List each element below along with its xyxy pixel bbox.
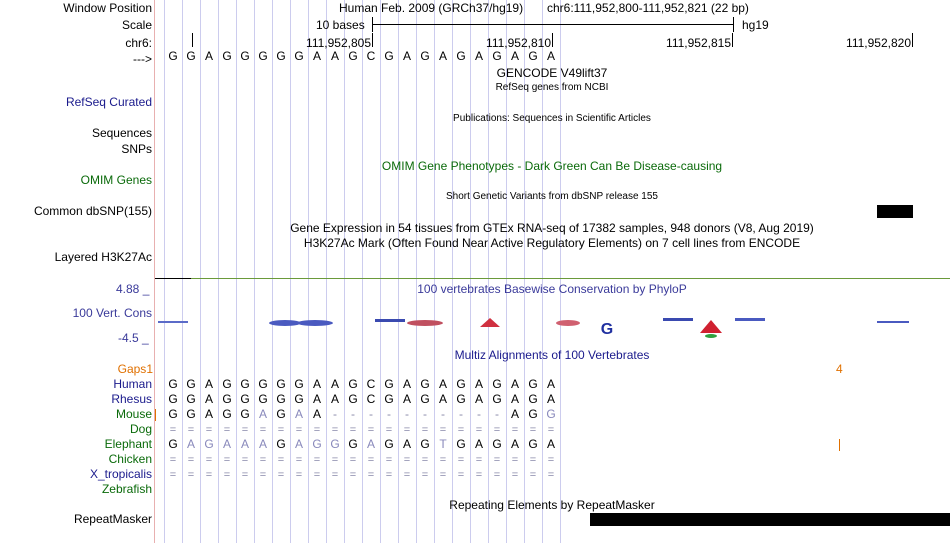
alignment-base: = <box>547 424 555 436</box>
omim-label[interactable]: OMIM Genes <box>80 173 152 187</box>
alignment-base: = <box>385 469 393 481</box>
sequence-base: G <box>186 49 196 63</box>
assembly-text: Human Feb. 2009 (GRCh37/hg19) <box>339 1 524 15</box>
alignment-base: G <box>294 392 304 406</box>
phylop-mark-2 <box>269 320 301 326</box>
alignment-base: G <box>384 437 394 451</box>
sequence-base: A <box>438 49 447 63</box>
alignment-base: - <box>459 407 463 421</box>
alignment-base: = <box>439 454 447 466</box>
alignment-base: = <box>493 424 501 436</box>
repeat-element-block[interactable] <box>590 513 950 526</box>
alignment-base: = <box>367 454 375 466</box>
alignment-base: A <box>402 377 411 391</box>
alignment-base: = <box>277 424 285 436</box>
species-label-elephant[interactable]: Elephant <box>104 437 152 451</box>
alignment-base: - <box>369 407 373 421</box>
sequence-base: A <box>546 49 555 63</box>
window-position-label: Window Position <box>63 1 152 15</box>
alignment-base: = <box>259 469 267 481</box>
sequence-row <box>0 49 950 64</box>
alignment-base: G <box>168 392 178 406</box>
alignment-base: = <box>511 469 519 481</box>
ruler-tick-0 <box>192 33 193 47</box>
alignment-base: C <box>366 392 376 406</box>
phylop-mark-7 <box>556 320 580 326</box>
alignment-base: G <box>168 407 178 421</box>
alignment-base: G <box>528 392 538 406</box>
alignment-base: = <box>439 469 447 481</box>
alignment-base: G <box>240 377 250 391</box>
phylop-max-label: 4.88 _ <box>116 282 150 296</box>
phylop-mark-12 <box>735 318 765 321</box>
alignment-base: A <box>312 407 321 421</box>
gaps-label-text: Gaps <box>117 362 147 376</box>
alignment-base: = <box>295 469 303 481</box>
alignment-base: = <box>223 454 231 466</box>
alignment-base: = <box>421 454 429 466</box>
alignment-base: A <box>402 392 411 406</box>
omim-track-title: OMIM Gene Phenotypes - Dark Green Can Be Disease-causing <box>381 159 723 173</box>
alignment-base: = <box>313 454 321 466</box>
refseq-label[interactable]: RefSeq Curated <box>65 95 152 109</box>
alignment-base: = <box>295 454 303 466</box>
alignment-base: = <box>295 424 303 436</box>
alignment-base: G <box>348 392 358 406</box>
alignment-base: = <box>169 469 177 481</box>
alignment-base: = <box>457 424 465 436</box>
alignment-base: A <box>546 377 555 391</box>
coord-label-2: 111,952,810 <box>486 36 551 50</box>
sequence-base: G <box>492 49 502 63</box>
left-border <box>154 0 155 543</box>
alignment-base: = <box>529 454 537 466</box>
alignment-base: A <box>312 392 321 406</box>
alignment-base: A <box>204 392 213 406</box>
dbsnp-variant-block[interactable] <box>877 205 913 218</box>
sequence-base: G <box>528 49 538 63</box>
chrom-label: chr6: <box>125 36 152 50</box>
species-label-chicken[interactable]: Chicken <box>108 452 152 466</box>
alignment-base: G <box>168 377 178 391</box>
sequence-base: A <box>204 49 213 63</box>
alignment-base: G <box>258 392 268 406</box>
alignment-base: G <box>528 407 538 421</box>
sequence-base: G <box>258 49 268 63</box>
alignment-base: G <box>276 437 286 451</box>
alignment-base: = <box>241 454 249 466</box>
alignment-base: G <box>528 377 538 391</box>
alignment-base: = <box>475 454 483 466</box>
track-divider-dark <box>155 278 191 279</box>
sequence-base: A <box>330 49 339 63</box>
alignment-base: = <box>259 454 267 466</box>
alignment-base: C <box>366 377 376 391</box>
sequence-base: A <box>474 49 483 63</box>
alignment-base: A <box>258 437 267 451</box>
alignment-base: = <box>169 454 177 466</box>
sequence-base: G <box>456 49 466 63</box>
alignment-base: = <box>331 454 339 466</box>
coord-label-3: 111,952,815 <box>666 36 731 50</box>
alignment-base: G <box>168 437 178 451</box>
sequence-base: G <box>240 49 250 63</box>
phylop-mark-5 <box>407 320 443 326</box>
alignment-base: G <box>312 437 322 451</box>
alignment-base: = <box>223 424 231 436</box>
alignment-base: = <box>403 469 411 481</box>
alignment-base: A <box>510 437 519 451</box>
gtex-track-title: Gene Expression in 54 tissues from GTEx RNA-seq of 17382 samples, 948 donors (V8, Aug 2019) <box>290 221 814 235</box>
alignment-base: = <box>385 454 393 466</box>
alignment-base: = <box>367 469 375 481</box>
alignment-base: - <box>441 407 445 421</box>
alignment-base: G <box>348 437 358 451</box>
gencode-track-title[interactable]: GENCODE V49lift37 <box>496 66 608 80</box>
alignment-base: A <box>546 437 555 451</box>
ruler-tick-1 <box>372 33 373 47</box>
alignment-base: G <box>186 407 196 421</box>
species-label-dog[interactable]: Dog <box>129 422 152 436</box>
scale-bar-right-tick <box>733 17 734 32</box>
scale-text: 10 bases <box>316 18 365 32</box>
alignment-base: = <box>511 424 519 436</box>
alignment-base: = <box>421 424 429 436</box>
alignment-base: = <box>403 454 411 466</box>
alignment-base: G <box>456 377 466 391</box>
species-label-mouse[interactable]: Mouse <box>115 407 152 421</box>
alignment-base: G <box>546 407 556 421</box>
alignment-base: = <box>187 469 195 481</box>
sequence-base: G <box>420 49 430 63</box>
alignment-base: G <box>492 377 502 391</box>
h3k27ac-label[interactable]: Layered H3K27Ac <box>54 250 152 264</box>
species-label-zebrafish[interactable]: Zebrafish <box>101 482 152 496</box>
alignment-base: = <box>241 469 249 481</box>
phylop-mark-4 <box>375 319 405 322</box>
alignment-base: G <box>492 392 502 406</box>
sequence-base: G <box>348 49 358 63</box>
alignment-base: = <box>241 424 249 436</box>
dbsnp-track-title: Short Genetic Variants from dbSNP release 155 <box>446 191 658 202</box>
alignment-base: G <box>258 377 268 391</box>
alignment-base: = <box>511 454 519 466</box>
alignment-base: = <box>367 424 375 436</box>
alignment-base: G <box>420 392 430 406</box>
coord-label-4: 111,952,820 <box>846 36 911 50</box>
sequence-base: A <box>312 49 321 63</box>
snps-label[interactable]: SNPs <box>121 142 152 156</box>
alignment-base: G <box>276 407 286 421</box>
alignment-base: A <box>474 437 483 451</box>
phylop-mark-11 <box>705 334 717 338</box>
alignment-base: = <box>313 469 321 481</box>
sequence-base: G <box>222 49 232 63</box>
ruler-tick-3 <box>732 33 733 47</box>
gap-right-count: 4 <box>836 362 843 376</box>
track-divider <box>191 278 950 279</box>
alignment-base: = <box>205 424 213 436</box>
alignment-base: G <box>240 392 250 406</box>
position-text[interactable]: chr6:111,952,800-111,952,821 (22 bp) <box>547 1 749 15</box>
alignment-base: A <box>474 377 483 391</box>
repeatmasker-label[interactable]: RepeatMasker <box>73 512 152 526</box>
alignment-base: = <box>529 469 537 481</box>
insertion-marker <box>155 409 156 421</box>
alignment-base: A <box>402 437 411 451</box>
species-label-rhesus[interactable]: Rhesus <box>111 392 152 406</box>
sequence-base: G <box>294 49 304 63</box>
scale-bar-left-tick <box>372 17 373 32</box>
alignment-base: G <box>348 377 358 391</box>
alignment-base: = <box>457 469 465 481</box>
alignment-base: = <box>547 454 555 466</box>
alignment-base: - <box>423 407 427 421</box>
scale-bar <box>372 24 733 25</box>
gaps-label[interactable] <box>118 362 153 376</box>
sequence-base: G <box>384 49 394 63</box>
phylop-mark-6 <box>480 318 500 327</box>
alignment-base: = <box>421 469 429 481</box>
alignment-base: = <box>169 424 177 436</box>
sequence-base: C <box>366 49 376 63</box>
alignment-base: = <box>187 454 195 466</box>
alignment-base: - <box>477 407 481 421</box>
alignment-base: - <box>495 407 499 421</box>
alignment-base: G <box>222 377 232 391</box>
alignment-base: G <box>186 392 196 406</box>
alignment-base: G <box>330 437 340 451</box>
alignment-base: G <box>186 377 196 391</box>
alignment-base: A <box>186 437 195 451</box>
alignment-base: G <box>222 392 232 406</box>
alignment-base: G <box>384 377 394 391</box>
dbsnp-label[interactable]: Common dbSNP(155) <box>33 204 152 218</box>
insertion-marker <box>839 439 840 451</box>
alignment-base: A <box>474 392 483 406</box>
alignment-base: A <box>546 392 555 406</box>
alignment-base: G <box>456 392 466 406</box>
alignment-base: = <box>547 469 555 481</box>
phylop-mark-13 <box>877 321 909 323</box>
alignment-base: = <box>439 424 447 436</box>
alignment-base: G <box>420 437 430 451</box>
phylop-min-label: -4.5 _ <box>118 331 149 345</box>
alignment-base: A <box>510 377 519 391</box>
alignment-base: G <box>240 407 250 421</box>
alignment-base: G <box>204 437 214 451</box>
alignment-base: A <box>204 377 213 391</box>
h3k27ac-track-title: H3K27Ac Mark (Often Found Near Active Regulatory Elements) on 7 cell lines from ENCODE <box>303 236 801 250</box>
alignment-base: G <box>294 377 304 391</box>
multiz-track-title: Multiz Alignments of 100 Vertebrates <box>454 348 650 362</box>
alignment-base: = <box>385 424 393 436</box>
arrow-label: ---> <box>133 52 152 66</box>
gap-left-count: 1 <box>146 362 153 376</box>
alignment-base: - <box>387 407 391 421</box>
phylop-mark-1 <box>158 321 188 323</box>
alignment-base: G <box>276 392 286 406</box>
alignment-base: = <box>205 469 213 481</box>
alignment-base: A <box>330 392 339 406</box>
phylop-mark-3 <box>297 320 333 326</box>
alignment-base: = <box>349 424 357 436</box>
alignment-base: G <box>276 377 286 391</box>
phylop-track-title: 100 vertebrates Basewise Conservation by PhyloP <box>417 282 687 296</box>
alignment-base: G <box>222 407 232 421</box>
alignment-base: A <box>258 407 267 421</box>
alignment-base: = <box>457 454 465 466</box>
alignment-base: - <box>333 407 337 421</box>
alignment-base: G <box>528 437 538 451</box>
alignment-base: = <box>349 469 357 481</box>
alignment-base: = <box>313 424 321 436</box>
alignment-base: = <box>223 469 231 481</box>
alignment-base: A <box>330 377 339 391</box>
alignment-base: A <box>510 392 519 406</box>
alignment-base: A <box>240 437 249 451</box>
alignment-base: = <box>187 424 195 436</box>
sequence-base: G <box>168 49 178 63</box>
alignment-base: G <box>420 377 430 391</box>
alignment-base: = <box>331 469 339 481</box>
alignment-base: - <box>405 407 409 421</box>
alignment-base: = <box>205 454 213 466</box>
repeat-track-title: Repeating Elements by RepeatMasker <box>449 498 655 512</box>
alignment-base: A <box>222 437 231 451</box>
sequence-base: G <box>276 49 286 63</box>
phylop-mark-9 <box>663 318 693 321</box>
alignment-base: A <box>438 377 447 391</box>
alignment-base: = <box>493 469 501 481</box>
alignment-base: - <box>351 407 355 421</box>
alignment-base: = <box>529 424 537 436</box>
alignment-base: A <box>438 392 447 406</box>
alignment-base: A <box>312 377 321 391</box>
alignment-base: A <box>294 407 303 421</box>
alignment-base: = <box>475 424 483 436</box>
alignment-base: = <box>349 454 357 466</box>
alignment-base: = <box>277 454 285 466</box>
phylop-mark-10 <box>700 320 722 333</box>
alignment-base: A <box>510 407 519 421</box>
alignment-base: = <box>277 469 285 481</box>
sequences-label[interactable]: Sequences <box>91 126 152 140</box>
alignment-base: A <box>294 437 303 451</box>
alignment-base: A <box>204 407 213 421</box>
species-label-human[interactable]: Human <box>113 377 152 391</box>
ruler-tick-4 <box>912 33 913 47</box>
coord-label-1: 111,952,805 <box>306 36 371 50</box>
publications-track-title: Publications: Sequences in Scientific Articles <box>453 113 651 124</box>
alignment-base: T <box>439 437 447 451</box>
alignment-base: A <box>366 437 375 451</box>
db-text: hg19 <box>742 18 769 32</box>
sequence-base: A <box>510 49 519 63</box>
alignment-base: G <box>456 437 466 451</box>
alignment-base: = <box>493 454 501 466</box>
refseq-track-subtitle: RefSeq genes from NCBI <box>495 82 609 93</box>
phylop-mark-8: G <box>600 321 614 338</box>
alignment-base: = <box>331 424 339 436</box>
cons-label[interactable]: 100 Vert. Cons <box>72 306 152 320</box>
alignment-base: = <box>259 424 267 436</box>
ruler-tick-2 <box>552 33 553 47</box>
alignment-base: G <box>384 392 394 406</box>
species-label-x_tropicalis[interactable]: X_tropicalis <box>89 467 152 481</box>
alignment-base: = <box>475 469 483 481</box>
scale-label: Scale <box>121 18 152 32</box>
alignment-base: = <box>403 424 411 436</box>
sequence-base: A <box>402 49 411 63</box>
phylop-logo <box>155 312 950 342</box>
alignment-base: G <box>492 437 502 451</box>
